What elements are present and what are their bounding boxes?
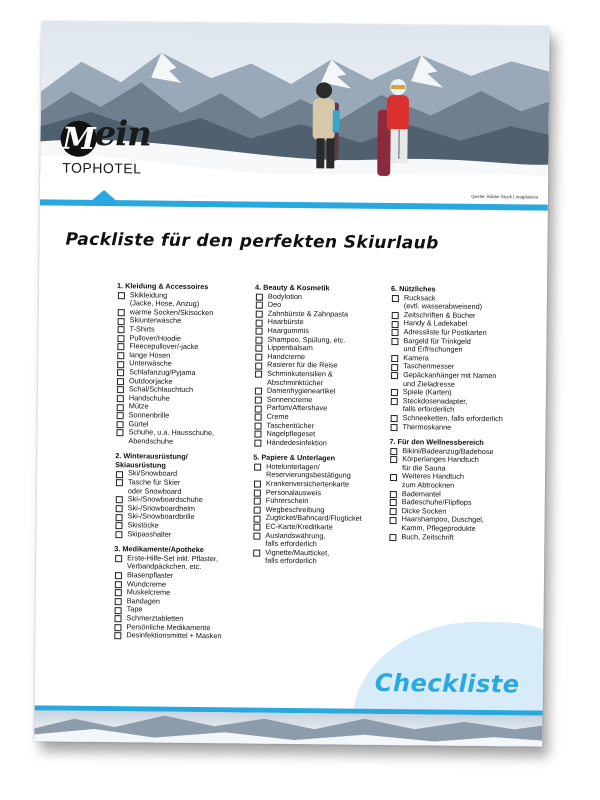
item-label: Schuhe, u.a. Hausschuhe, Abendschuhe	[128, 427, 215, 446]
checkbox[interactable]	[114, 632, 121, 639]
checkbox[interactable]	[392, 329, 399, 336]
item-label: Buch, Zeitschrift	[401, 531, 454, 542]
item-label: Gepäckanhänger mit Namen und Zieladresse	[402, 370, 497, 389]
checklist-section	[390, 285, 542, 433]
item-label: Handy & Ladekabel	[403, 318, 468, 329]
item-label: Blasenpflaster	[126, 570, 174, 580]
item-label: Lippenbalsam	[267, 342, 313, 353]
checkbox[interactable]	[256, 293, 263, 300]
item-label: Persönliche Medikamente	[126, 621, 211, 632]
checkbox[interactable]	[255, 388, 262, 395]
item-label: Taschentücher	[266, 420, 315, 430]
checkbox[interactable]	[253, 524, 260, 531]
item-label: Gürtel	[128, 418, 149, 428]
checkbox[interactable]	[390, 517, 397, 524]
checkbox[interactable]	[255, 354, 262, 361]
item-label: Bademantel	[401, 488, 441, 499]
item-label: Outdoorjacke	[128, 375, 173, 386]
checklist-item	[114, 530, 249, 540]
item-label: lange Hosen	[129, 350, 171, 360]
checkbox[interactable]	[392, 295, 399, 302]
checkbox[interactable]	[392, 321, 399, 328]
item-label: Ski-/Snowboardhelm	[127, 503, 196, 513]
checklist-item	[390, 423, 540, 433]
checkliste-label: Checkliste	[374, 668, 520, 699]
logo-mein-rest: ein	[94, 113, 152, 155]
checkbox[interactable]	[254, 489, 261, 496]
item-label: Wegbeschreibung	[265, 504, 325, 515]
checkbox[interactable]	[118, 309, 125, 316]
item-label: Händedesinfektion	[266, 437, 327, 448]
checkbox[interactable]	[256, 328, 263, 335]
checkbox[interactable]	[391, 424, 398, 431]
checkbox[interactable]	[254, 439, 261, 446]
checklist-section	[388, 438, 539, 543]
checklist-sheet	[34, 21, 550, 746]
checkbox[interactable]	[115, 522, 122, 529]
checkbox[interactable]	[391, 355, 398, 362]
checkbox[interactable]	[115, 531, 122, 538]
item-label: Fleecepullover/-jacke	[129, 341, 199, 352]
item-label: Muskelcreme	[126, 587, 171, 597]
item-label: Ski-/Snowboardschuhe	[127, 494, 203, 505]
column-2	[252, 284, 390, 574]
checkbox[interactable]	[391, 338, 398, 345]
column-1	[113, 282, 252, 648]
item-label: Unterwäsche	[129, 358, 172, 369]
item-label: Schminkutensilien & Abschminktücher	[266, 368, 333, 387]
item-label: Ski/Snowboard	[128, 468, 178, 479]
page-title: Packliste für den perfekten Skiurlaub	[65, 229, 439, 254]
checkbox[interactable]	[254, 431, 261, 438]
checkbox[interactable]	[117, 378, 124, 385]
item-label: Weiteres Handtuch zum Abtrocknen	[401, 471, 465, 490]
item-label: Bandagen	[126, 596, 161, 606]
item-label: Rasierer für die Reise	[267, 360, 338, 370]
item-label: Parfüm/Aftershave	[266, 403, 328, 413]
checkbox[interactable]	[390, 508, 397, 515]
item-label: Haarbürste	[267, 317, 304, 327]
checkbox[interactable]	[255, 371, 262, 378]
item-label: Erste-Hilfe-Set inkl. Pflaster, Verbandpäckchen, etc.	[127, 553, 219, 572]
checkbox[interactable]	[253, 532, 260, 539]
checkbox[interactable]	[118, 318, 125, 325]
checkbox[interactable]	[390, 448, 397, 455]
item-label: Sonnenbrille	[128, 410, 170, 420]
item-label: Zugticket/Bahncard/Flugticket	[265, 513, 362, 524]
checkbox[interactable]	[118, 292, 125, 299]
item-label: Thermoskanne	[402, 421, 452, 432]
section-title: 1. Kleidung & Accessoires	[116, 281, 209, 292]
checkbox[interactable]	[117, 335, 124, 342]
item-label: Führerschein	[265, 495, 309, 506]
checkbox[interactable]	[117, 386, 124, 393]
photo-credit: Quelle: Adobe Stock | magdalena	[471, 193, 538, 200]
checkbox[interactable]	[390, 474, 397, 481]
item-label: Kamera	[403, 352, 429, 363]
item-label: Haarshampoo, Duschgel, Kamm, Pflegeprodukte	[401, 514, 484, 533]
item-label: Schal/Schlauchtuch	[128, 384, 194, 395]
footer-photo-strip	[34, 710, 542, 746]
item-label: Tape	[126, 604, 143, 614]
item-label: Deo	[267, 299, 282, 310]
checkbox[interactable]	[115, 572, 122, 579]
checklist-section	[115, 282, 252, 447]
checkbox[interactable]	[255, 345, 262, 352]
item-label: Schneeketten, falls erforderlich	[402, 413, 503, 424]
checklist-section	[252, 454, 388, 567]
item-label: Auslandswährung, falls erforderlich	[265, 530, 326, 549]
item-label: Damenhygieneartikel	[266, 385, 336, 396]
item-label: Krankenversichertenkarte	[265, 478, 350, 489]
item-label: Dicke Socken	[401, 505, 447, 516]
checkbox[interactable]	[255, 405, 262, 412]
section-title: 6. Nützliches	[390, 284, 436, 294]
checkbox[interactable]	[254, 507, 261, 514]
item-label: Schlafanzug/Pyjama	[129, 367, 196, 377]
checkbox[interactable]	[116, 505, 123, 512]
section-title: 5. Papiere & Unterlagen	[253, 452, 336, 463]
item-label: Skiunterwäsche	[129, 315, 182, 326]
checkbox[interactable]	[391, 389, 398, 396]
checklist-section	[114, 452, 250, 539]
item-label: Zahnbürste & Zahnpasta	[267, 308, 349, 319]
checkbox[interactable]	[391, 372, 398, 379]
checkbox[interactable]	[115, 607, 122, 614]
checkbox[interactable]	[389, 534, 396, 541]
checkbox[interactable]	[117, 412, 124, 419]
checkbox[interactable]	[114, 615, 121, 622]
checkbox[interactable]	[115, 555, 122, 562]
checkbox[interactable]	[390, 457, 397, 464]
checkbox[interactable]	[115, 590, 122, 597]
checkbox[interactable]	[117, 344, 124, 351]
item-label: Bargeld für Trinkgeld und Erfrischungen	[403, 335, 471, 354]
item-label: Steckdosenadapter, falls erforderlich	[402, 395, 468, 415]
item-label: Bodylotion	[267, 291, 303, 301]
checkbox[interactable]	[115, 581, 122, 588]
checkbox[interactable]	[116, 479, 123, 486]
item-label: Körperlanges Handtuch für die Sauna	[402, 454, 479, 473]
item-label: Haargummis	[267, 325, 309, 336]
item-label: Wundcreme	[126, 578, 167, 589]
item-label: Skikleidung (Jacke, Hose, Anzug)	[129, 289, 200, 309]
hero-photo	[40, 21, 550, 206]
logo-tophotel: TOPHOTEL	[62, 159, 142, 177]
checkbox[interactable]	[116, 429, 123, 436]
item-label: Desinfektionsmittel + Masken	[126, 630, 222, 641]
checkbox[interactable]	[256, 302, 263, 309]
item-label: Taschenmesser	[403, 361, 455, 372]
item-label: Handschuhe	[128, 393, 170, 403]
checkbox[interactable]	[117, 352, 124, 359]
item-label: Mütze	[128, 401, 149, 411]
checkbox[interactable]	[254, 481, 261, 488]
item-label: Nagelpflegeset	[266, 428, 316, 439]
checkbox[interactable]	[256, 311, 263, 318]
item-label: Bikini/Badeanzug/Badehose	[402, 445, 494, 456]
checklist-item	[252, 548, 387, 567]
checkbox[interactable]	[117, 369, 124, 376]
item-label: Schmerztabletten	[126, 613, 184, 623]
section-title: 2. Winterausrüstung/ Skiausrüstung	[115, 451, 188, 470]
section-title: 4. Beauty & Kosmetik	[254, 282, 330, 293]
checkbox[interactable]	[391, 364, 398, 371]
checkbox[interactable]	[117, 421, 124, 428]
item-label: Pullover/Hoodie	[129, 332, 182, 343]
item-label: Rucksack (evtl. wasserabweisend)	[403, 292, 483, 312]
item-label: Adressliste für Postkarten	[403, 327, 487, 338]
item-label: T-Shirts	[129, 324, 155, 334]
item-label: Handcreme	[267, 351, 306, 361]
checklist-section	[253, 284, 390, 449]
checklist-item	[115, 428, 250, 447]
checkbox[interactable]	[391, 415, 398, 422]
checkbox[interactable]	[118, 326, 125, 333]
checklist-item	[388, 533, 538, 543]
checkbox[interactable]	[254, 464, 261, 471]
checklist-section	[113, 545, 249, 641]
column-3	[388, 285, 541, 550]
item-label: EC-Karte/Kreditkarte	[265, 521, 333, 532]
checkbox[interactable]	[255, 414, 262, 421]
checkbox[interactable]	[255, 422, 262, 429]
checkbox[interactable]	[256, 319, 263, 326]
logo-mein-styled	[60, 114, 151, 158]
checkbox[interactable]	[255, 362, 262, 369]
checkbox[interactable]	[254, 515, 261, 522]
item-label: Tasche für Skier oder Snowboard	[127, 477, 182, 496]
logo-m-mark: M	[62, 121, 95, 157]
checklist-item	[113, 631, 248, 641]
checkbox[interactable]	[116, 471, 123, 478]
item-label: Spiele (Karten)	[402, 387, 452, 397]
checkbox[interactable]	[255, 397, 262, 404]
section-title: 3. Medikamente/Apotheke	[114, 544, 204, 555]
checkbox[interactable]	[392, 312, 399, 319]
item-label: Creme	[266, 411, 289, 421]
item-label: Vignette/Mautticket, falls erforderlich	[265, 547, 330, 566]
item-label: Skistöcke	[127, 520, 159, 530]
checklist-item	[253, 438, 388, 448]
checkbox[interactable]	[117, 404, 124, 411]
checkbox[interactable]	[116, 497, 123, 504]
item-label: Sonnencreme	[266, 394, 313, 404]
footer-mountains	[34, 710, 542, 746]
section-title: 7. Für den Wellnessbereich	[389, 437, 484, 448]
item-label: warme Socken/Skisocken	[129, 307, 214, 317]
checkbox[interactable]	[255, 336, 262, 343]
item-label: Ski-/Snowboardbrille	[127, 511, 195, 522]
item-label: Skipasshalter	[127, 528, 172, 539]
item-label: Badeschuhe/Flipflops	[401, 497, 472, 508]
checkbox[interactable]	[391, 398, 398, 405]
checkbox[interactable]	[116, 514, 123, 521]
checkbox[interactable]	[114, 624, 121, 631]
checkbox[interactable]	[254, 498, 261, 505]
checkbox[interactable]	[115, 598, 122, 605]
item-label: Zeitschriften & Bücher	[403, 309, 476, 320]
item-label: Personalausweis	[265, 487, 322, 497]
checkbox[interactable]	[253, 550, 260, 557]
checkbox[interactable]	[390, 499, 397, 506]
item-label: Hotelunterlagen/ Reservierungsbestätigung	[266, 461, 351, 481]
checkbox[interactable]	[117, 395, 124, 402]
checkbox[interactable]	[117, 361, 124, 368]
checkbox[interactable]	[390, 491, 397, 498]
item-label: Shampoo, Spülung, etc.	[267, 334, 346, 345]
